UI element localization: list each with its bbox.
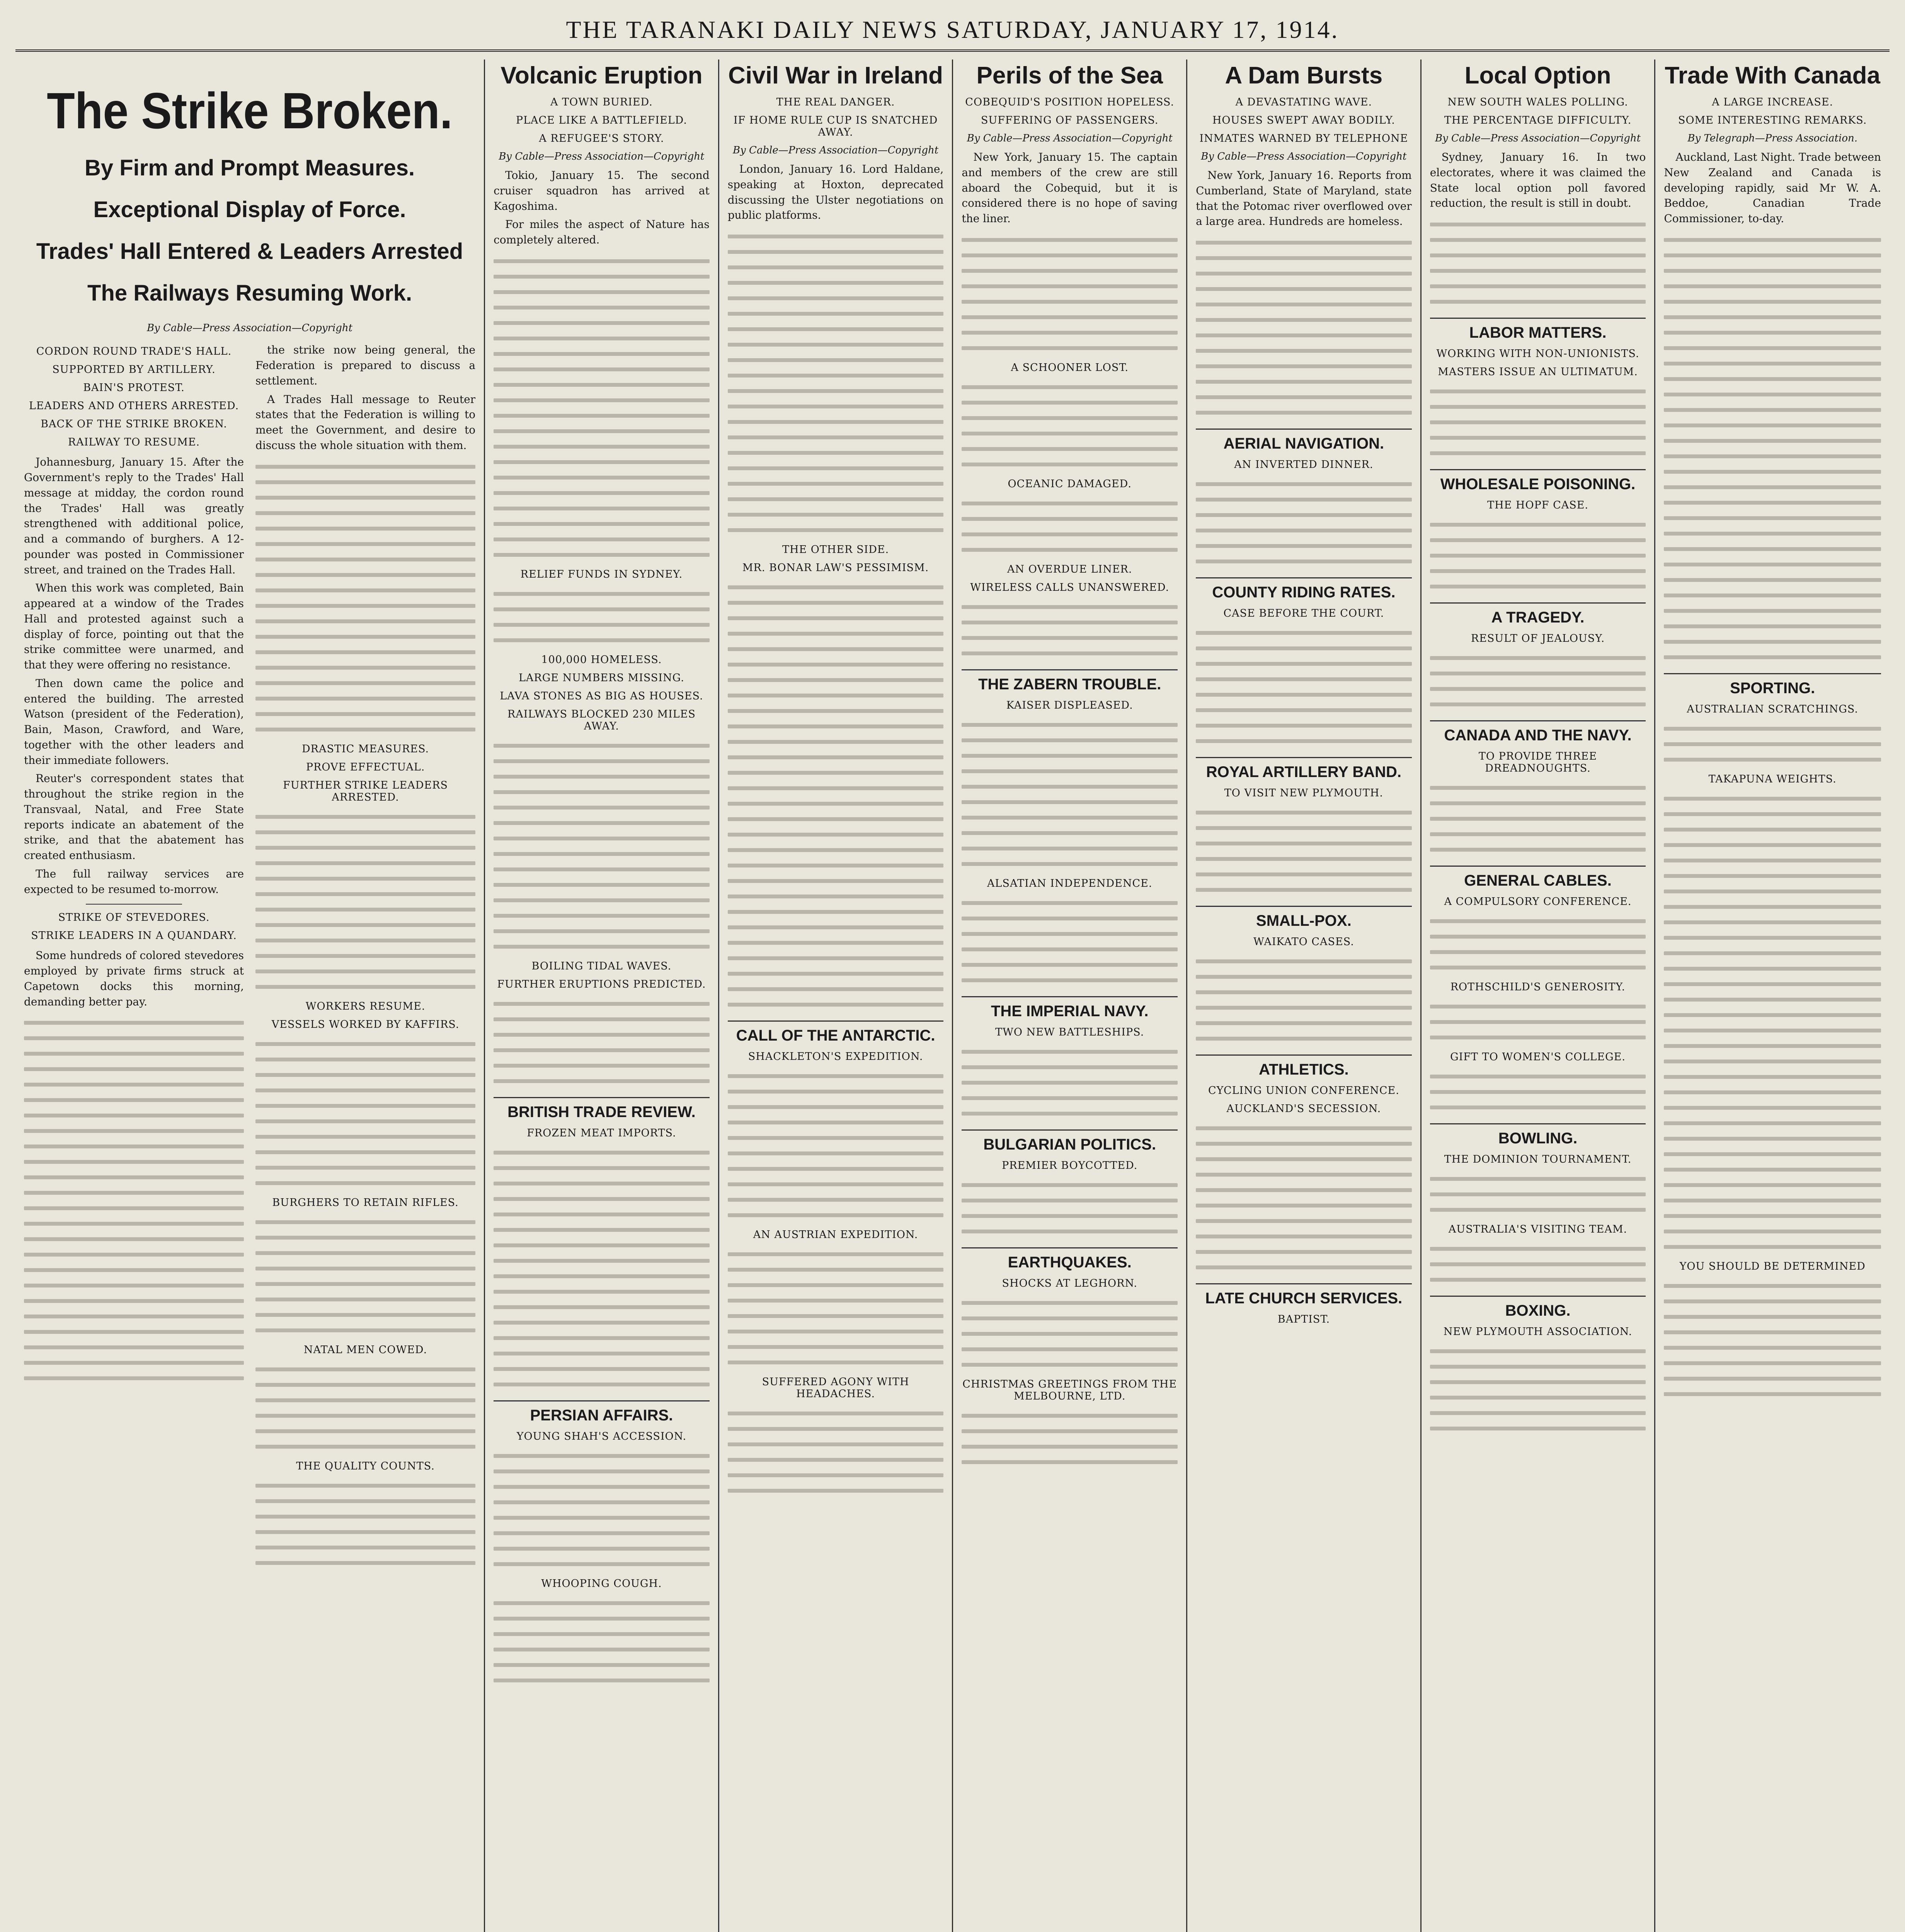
text-block xyxy=(962,502,1178,552)
section-title: PREMIER BOYCOTTED. xyxy=(1002,1159,1138,1172)
section-title: CANADA AND THE NAVY. xyxy=(1430,720,1646,744)
text-block xyxy=(962,1183,1178,1233)
text-block xyxy=(494,1601,710,1682)
text-block xyxy=(1430,786,1646,852)
byline: By Cable—Press Association—Copyright xyxy=(967,133,1173,144)
section-title: AUCKLAND'S SECESSION. xyxy=(1226,1103,1381,1115)
text-block xyxy=(1430,223,1646,304)
text-block xyxy=(494,259,710,557)
text-block xyxy=(494,1002,710,1083)
headline-strike: The Strike Broken. xyxy=(47,82,453,139)
column-volcanic xyxy=(485,60,719,1932)
text-block xyxy=(1430,389,1646,455)
headline-ireland: Civil War in Ireland xyxy=(728,62,943,89)
masthead: THE TARANAKI DAILY NEWS SATURDAY, JANUARY 17, 1914. xyxy=(15,15,1890,52)
text-block xyxy=(1430,1247,1646,1282)
subhead: HOUSES SWEPT AWAY BODILY. xyxy=(1212,114,1395,126)
article-paragraph: Auckland, Last Night. Trade between New Zealand and Canada is developing rapidly, said Mr W. A. Beddoe, Canadian Trade Commissioner, to-day. xyxy=(1664,151,1881,225)
text-block xyxy=(255,465,475,731)
section-title: STRIKE OF STEVEDORES. xyxy=(58,912,210,924)
subhead: INMATES WARNED BY TELEPHONE xyxy=(1199,133,1408,145)
text-block xyxy=(1196,1126,1412,1269)
section-title: BRITISH TRADE REVIEW. xyxy=(494,1097,710,1121)
section-title: SUFFERED AGONY WITH HEADACHES. xyxy=(762,1376,909,1400)
section-title: ATHLETICS. xyxy=(1196,1054,1412,1078)
section-title: WHOOPING COUGH. xyxy=(541,1577,662,1590)
article-paragraph: Then down came the police and entered the building. The arrested Watson (president of the Federation), Bain, Mason, Crawford, and Ware, together with the other leaders and their immediate followers. xyxy=(24,677,244,767)
section-title: WAIKATO CASES. xyxy=(1253,936,1354,948)
article-paragraph: When this work was completed, Bain appeared at a window of the Trades Hall and protested against such a display of force, pointing out that the strike committee were unarmed, and that they were offering no resistance. xyxy=(24,582,244,672)
subhead: RAILWAY TO RESUME. xyxy=(68,436,200,449)
section-title: FURTHER ERUPTIONS PREDICTED. xyxy=(497,978,706,990)
section-title: ROYAL ARTILLERY BAND. xyxy=(1196,757,1412,781)
section-title: BAPTIST. xyxy=(1277,1313,1330,1325)
section-title: ALSATIAN INDEPENDENCE. xyxy=(987,877,1153,889)
section-title: A SCHOONER LOST. xyxy=(1011,361,1129,374)
text-block xyxy=(494,1151,710,1386)
deck-force: Exceptional Display of Force. xyxy=(93,197,406,222)
section-title: A COMPULSORY CONFERENCE. xyxy=(1444,896,1632,908)
text-block xyxy=(24,1021,244,1380)
byline: By Cable—Press Association—Copyright xyxy=(146,322,353,334)
headline-sea: Perils of the Sea xyxy=(976,62,1163,89)
section-title: THE HOPF CASE. xyxy=(1487,499,1589,511)
article-paragraph: Johannesburg, January 15. After the Government's reply to the Trades' Hall message at midday, the cordon round the Trades' Hall was greatly strengthened with additional police, and a commando of burghers. A 12-pounder was posted in Commissioner street, and trained on the Trades Hall. xyxy=(24,456,244,576)
section-title: WORKING WITH NON-UNIONISTS. xyxy=(1436,348,1639,360)
text-block xyxy=(962,1414,1178,1464)
column-ireland xyxy=(719,60,953,1932)
section-title: MR. BONAR LAW'S PESSIMISM. xyxy=(742,562,929,574)
text-block xyxy=(255,1367,475,1449)
section-title: THE DOMINION TOURNAMENT. xyxy=(1444,1153,1632,1165)
section-title: TO PROVIDE THREE DREADNOUGHTS. xyxy=(1478,750,1597,774)
article-paragraph: The full railway services are expected to be resumed to-morrow. xyxy=(24,867,244,896)
section-title: WORKERS RESUME. xyxy=(305,1000,426,1012)
article-paragraph: For miles the aspect of Nature has completely altered. xyxy=(494,218,710,246)
text-block xyxy=(255,1484,475,1565)
text-block xyxy=(1430,523,1646,588)
section-title: LARGE NUMBERS MISSING. xyxy=(518,672,684,684)
text-block xyxy=(728,585,944,1007)
deck-railways: The Railways Resuming Work. xyxy=(87,280,412,306)
section-title: LABOR MATTERS. xyxy=(1430,318,1646,342)
text-block xyxy=(1430,919,1646,969)
section-title: BULGARIAN POLITICS. xyxy=(962,1129,1178,1153)
section-title: AN AUSTRIAN EXPEDITION. xyxy=(753,1229,918,1241)
subhead: A REFUGEE'S STORY. xyxy=(539,133,664,145)
column-sea xyxy=(953,60,1187,1932)
deck-firm-measures: By Firm and Prompt Measures. xyxy=(84,155,415,181)
section-title: BOXING. xyxy=(1430,1296,1646,1320)
text-block xyxy=(1196,959,1412,1041)
section-title: SHACKLETON'S EXPEDITION. xyxy=(748,1051,923,1063)
text-block xyxy=(1196,631,1412,743)
subhead: A TOWN BURIED. xyxy=(550,96,653,108)
byline: By Telegraph—Press Association. xyxy=(1687,133,1857,144)
subhead: BACK OF THE STRIKE BROKEN. xyxy=(41,418,227,430)
section-title: THE OTHER SIDE. xyxy=(782,544,889,556)
text-block xyxy=(962,385,1178,466)
section-title: FROZEN MEAT IMPORTS. xyxy=(527,1127,676,1139)
article-paragraph: London, January 16. Lord Haldane, speaking at Hoxton, deprecated discussing the Ulster negotiations on public platforms. xyxy=(727,163,944,222)
section-title: CALL OF THE ANTARCTIC. xyxy=(728,1020,944,1044)
section-title: RELIEF FUNDS IN SYDNEY. xyxy=(520,568,683,580)
byline: By Cable—Press Association—Copyright xyxy=(1201,151,1407,162)
section-title: A TRAGEDY. xyxy=(1430,602,1646,626)
section-title: AUSTRALIAN SCRATCHINGS. xyxy=(1687,703,1858,715)
article-paragraph: New York, January 15. The captain and members of the crew are still aboard the Cobequid, but it is considered there is no hope of saving the liner. xyxy=(962,151,1178,225)
section-title: CYCLING UNION CONFERENCE. xyxy=(1208,1085,1399,1097)
text-block xyxy=(728,235,944,532)
headline-trade-canada: Trade With Canada xyxy=(1665,62,1880,89)
subhead: A LARGE INCREASE. xyxy=(1712,96,1833,108)
subhead: LEADERS AND OTHERS ARRESTED. xyxy=(29,400,239,412)
section-title: SPORTING. xyxy=(1664,673,1881,697)
section-title: SHOCKS AT LEGHORN. xyxy=(1002,1277,1137,1289)
section-title: BOWLING. xyxy=(1430,1123,1646,1147)
section-title: SMALL-POX. xyxy=(1196,906,1412,930)
text-block xyxy=(1430,1177,1646,1212)
section-title: YOU SHOULD BE DETERMINED xyxy=(1679,1260,1866,1272)
subhead: SUFFERING OF PASSENGERS. xyxy=(981,114,1159,126)
text-block xyxy=(728,1074,944,1217)
headline-volcanic: Volcanic Eruption xyxy=(501,62,703,89)
section-title: THE IMPERIAL NAVY. xyxy=(962,996,1178,1020)
section-title: MASTERS ISSUE AN ULTIMATUM. xyxy=(1438,366,1638,378)
section-title: FURTHER STRIKE LEADERS ARRESTED. xyxy=(283,779,448,803)
headline-dam: A Dam Bursts xyxy=(1225,62,1383,89)
text-block xyxy=(494,592,710,642)
byline: By Cable—Press Association—Copyright xyxy=(732,145,939,156)
headline-local-option: Local Option xyxy=(1464,62,1611,89)
section-title: TWO NEW BATTLESHIPS. xyxy=(995,1026,1144,1038)
subhead: THE PERCENTAGE DIFFICULTY. xyxy=(1444,114,1632,126)
byline: By Cable—Press Association—Copyright xyxy=(1435,133,1641,144)
section-title: EARTHQUAKES. xyxy=(962,1247,1178,1271)
text-block xyxy=(255,815,475,989)
section-title: AERIAL NAVIGATION. xyxy=(1196,429,1412,452)
section-title: LATE CHURCH SERVICES. xyxy=(1196,1283,1412,1307)
section-title: GENERAL CABLES. xyxy=(1430,866,1646,889)
article-paragraph: the strike now being general, the Federation is prepared to discuss a settlement. xyxy=(255,344,476,387)
deck-trades-hall: Trades' Hall Entered & Leaders Arrested xyxy=(36,238,463,264)
section-title: 100,000 HOMELESS. xyxy=(541,653,662,666)
article-paragraph: Some hundreds of colored stevedores employed by private firms struck at Capetown docks this morning, demanding better pay. xyxy=(24,949,244,1008)
section-title: CASE BEFORE THE COURT. xyxy=(1223,607,1384,619)
text-block xyxy=(962,723,1178,866)
text-block xyxy=(1196,482,1412,563)
section-title: RAILWAYS BLOCKED 230 MILES AWAY. xyxy=(507,708,696,732)
section-title: BURGHERS TO RETAIN RIFLES. xyxy=(272,1196,459,1209)
subhead: NEW SOUTH WALES POLLING. xyxy=(1447,96,1628,108)
section-title: PROVE EFFECTUAL. xyxy=(306,761,425,773)
text-block xyxy=(1196,241,1412,415)
section-title: ROTHSCHILD'S GENEROSITY. xyxy=(1450,981,1626,993)
section-title: GIFT TO WOMEN'S COLLEGE. xyxy=(1450,1051,1626,1063)
text-block xyxy=(962,238,1178,350)
column-dam xyxy=(1187,60,1422,1932)
subhead: CORDON ROUND TRADE'S HALL. xyxy=(36,345,232,358)
section-title: YOUNG SHAH'S ACCESSION. xyxy=(516,1430,687,1442)
text-block xyxy=(728,1252,944,1364)
text-block xyxy=(1430,1349,1646,1430)
subhead: SUPPORTED BY ARTILLERY. xyxy=(52,364,216,376)
text-block xyxy=(494,1454,710,1566)
text-block xyxy=(1430,1005,1646,1039)
section-title: VESSELS WORKED BY KAFFIRS. xyxy=(271,1018,460,1031)
subhead: BAIN'S PROTEST. xyxy=(83,382,185,394)
text-block xyxy=(1430,656,1646,706)
section-title: THE ZABERN TROUBLE. xyxy=(962,669,1178,693)
divider xyxy=(86,904,182,905)
text-block xyxy=(728,1412,944,1493)
subhead: IF HOME RULE CUP IS SNATCHED AWAY. xyxy=(733,114,938,138)
article-paragraph: Tokio, January 15. The second cruiser squadron has arrived at Kagoshima. xyxy=(494,169,710,213)
section-title: STRIKE LEADERS IN A QUANDARY. xyxy=(31,930,237,942)
column-trade-canada xyxy=(1655,60,1890,1932)
section-title: COUNTY RIDING RATES. xyxy=(1196,577,1412,601)
section-title: DRASTIC MEASURES. xyxy=(301,743,429,755)
article-paragraph: New York, January 16. Reports from Cumberland, State of Maryland, state that the Potomac river overflowed over a large area. Hundreds are homeless. xyxy=(1196,169,1412,228)
section-title: BOILING TIDAL WAVES. xyxy=(531,960,672,972)
byline: By Cable—Press Association—Copyright xyxy=(499,151,705,162)
column-local-option xyxy=(1422,60,1656,1932)
text-block xyxy=(1664,797,1881,1249)
text-block xyxy=(1430,1075,1646,1109)
section-title: TO VISIT NEW PLYMOUTH. xyxy=(1224,787,1383,799)
section-title: CHRISTMAS GREETINGS FROM THE MELBOURNE, LTD. xyxy=(962,1378,1177,1402)
text-block xyxy=(962,1050,1178,1116)
article-paragraph: Sydney, January 16. In two electorates, where it was claimed the State local option poll favored reduction, the result is still in doubt. xyxy=(1430,151,1646,210)
article-paragraph: A Trades Hall message to Reuter states that the Federation is willing to meet the Government, and desire to discuss the whole situation with them. xyxy=(255,393,476,452)
section-title: RESULT OF JEALOUSY. xyxy=(1471,633,1605,645)
text-block xyxy=(255,1220,475,1332)
text-block xyxy=(494,744,710,949)
section-title: THE QUALITY COUNTS. xyxy=(296,1460,435,1472)
section-title: AUSTRALIA'S VISITING TEAM. xyxy=(1448,1223,1628,1235)
subhead: THE REAL DANGER. xyxy=(776,96,895,108)
section-title: LAVA STONES AS BIG AS HOUSES. xyxy=(500,690,703,702)
subhead: COBEQUID'S POSITION HOPELESS. xyxy=(965,96,1175,108)
section-title: WHOLESALE POISONING. xyxy=(1430,469,1646,493)
column-strike xyxy=(15,60,485,1932)
subhead: PLACE LIKE A BATTLEFIELD. xyxy=(516,114,687,126)
section-title: AN INVERTED DINNER. xyxy=(1234,459,1374,471)
subhead: SOME INTERESTING REMARKS. xyxy=(1678,114,1867,126)
text-block xyxy=(1664,1284,1881,1396)
section-title: NEW PLYMOUTH ASSOCIATION. xyxy=(1443,1326,1633,1338)
section-title: PERSIAN AFFAIRS. xyxy=(494,1400,710,1424)
section-title: TAKAPUNA WEIGHTS. xyxy=(1708,773,1837,785)
text-block xyxy=(962,901,1178,982)
text-block xyxy=(962,1301,1178,1367)
text-block xyxy=(1664,727,1881,762)
section-title: WIRELESS CALLS UNANSWERED. xyxy=(970,581,1170,594)
text-block xyxy=(255,1042,475,1185)
text-block xyxy=(1196,811,1412,892)
text-block xyxy=(962,605,1178,655)
text-block xyxy=(1664,238,1881,659)
section-title: KAISER DISPLEASED. xyxy=(1006,699,1133,711)
section-title: NATAL MEN COWED. xyxy=(303,1344,427,1356)
section-title: AN OVERDUE LINER. xyxy=(1007,563,1132,575)
subhead: A DEVASTATING WAVE. xyxy=(1235,96,1372,108)
article-paragraph: Reuter's correspondent states that throughout the strike region in the Transvaal, Natal, and Free State reports indicate an abatement of the strike, and that the abatement has created enthusiasm. xyxy=(24,772,244,862)
section-title: OCEANIC DAMAGED. xyxy=(1008,478,1132,490)
